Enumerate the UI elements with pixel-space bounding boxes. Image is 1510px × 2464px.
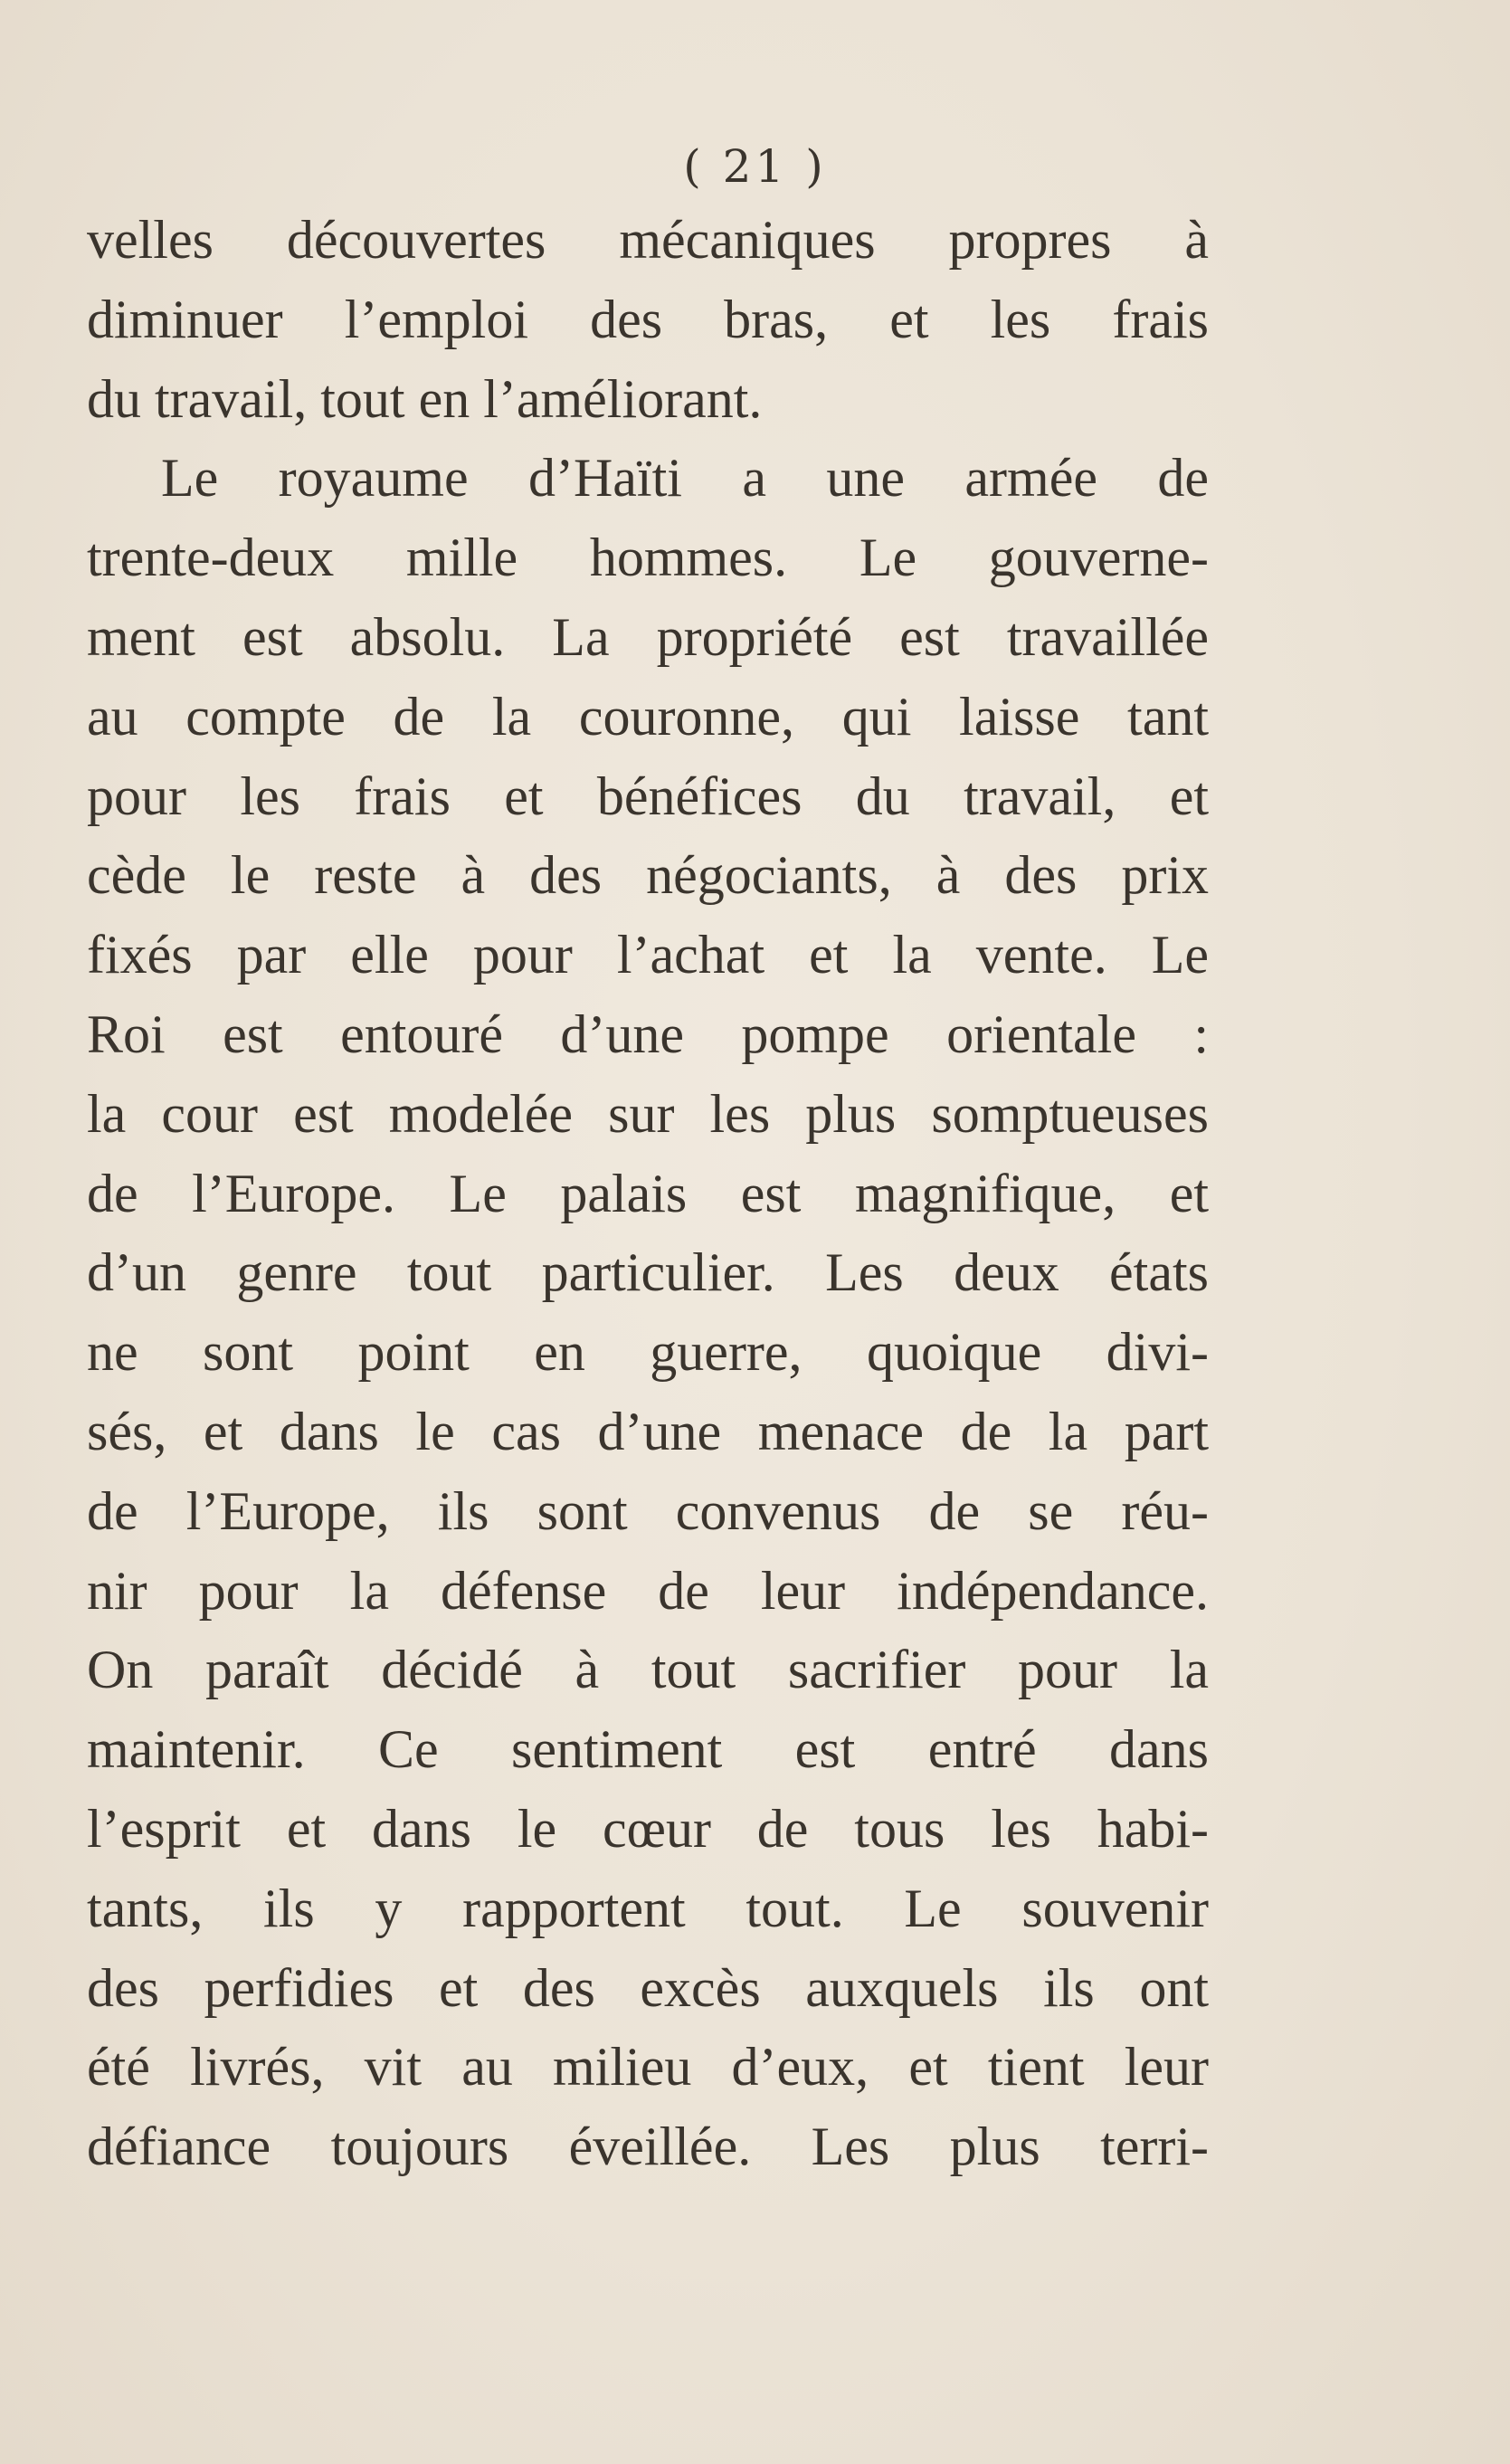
text-line: tants, ils y rapportent tout. Le souvenir <box>87 1878 1209 1938</box>
text-line: diminuer l’emploi des bras, et les frais <box>87 289 1209 349</box>
text-line: au compte de la couronne, qui laisse tant <box>87 686 1209 747</box>
paragraph-first-line: Le royaume d’Haïti a une armée de <box>161 448 1209 509</box>
text-line: des perfidies et des excès auxquels ils ont <box>87 1957 1209 2018</box>
text-line: On paraît décidé à tout sacrifier pour la <box>87 1640 1209 1700</box>
text-line: maintenir. Ce sentiment est entré dans <box>87 1719 1209 1780</box>
text-line: pour les frais et bénéfices du travail, et <box>87 766 1209 826</box>
text-line: été livrés, vit au milieu d’eux, et tient leur <box>87 2037 1209 2098</box>
text-line: nir pour la défense de leur indépendance. <box>87 1560 1209 1621</box>
text-line: la cour est modelée sur les plus somptueuses <box>87 1083 1209 1144</box>
text-line: l’esprit et dans le cœur de tous les habi- <box>87 1798 1209 1859</box>
text-line: sés, et dans le cas d’une menace de la part <box>87 1401 1209 1461</box>
text-line: du travail, tout en l’améliorant. <box>87 368 763 429</box>
page-number: ( 21 ) <box>683 140 827 193</box>
text-line: ment est absolu. La propriété est travaillée <box>87 606 1209 667</box>
text-line: fixés par elle pour l’achat et la vente. Le <box>87 925 1209 985</box>
text-line: cède le reste à des négociants, à des prix <box>87 845 1209 906</box>
text-line: Roi est entouré d’une pompe orientale : <box>87 1004 1209 1064</box>
text-line: de l’Europe. Le palais est magnifique, et <box>87 1163 1209 1223</box>
text-line: velles découvertes mécaniques propres à <box>87 210 1209 270</box>
text-line: d’un genre tout particulier. Les deux états <box>87 1242 1209 1303</box>
text-line: ne sont point en guerre, quoique divi- <box>87 1322 1209 1383</box>
body-text <box>87 201 1209 2187</box>
text-line: de l’Europe, ils sont convenus de se réu- <box>87 1480 1209 1541</box>
text-line: défiance toujours éveillée. Les plus terri- <box>87 2117 1209 2177</box>
text-line: trente-deux mille hommes. Le gouverne- <box>87 528 1209 588</box>
